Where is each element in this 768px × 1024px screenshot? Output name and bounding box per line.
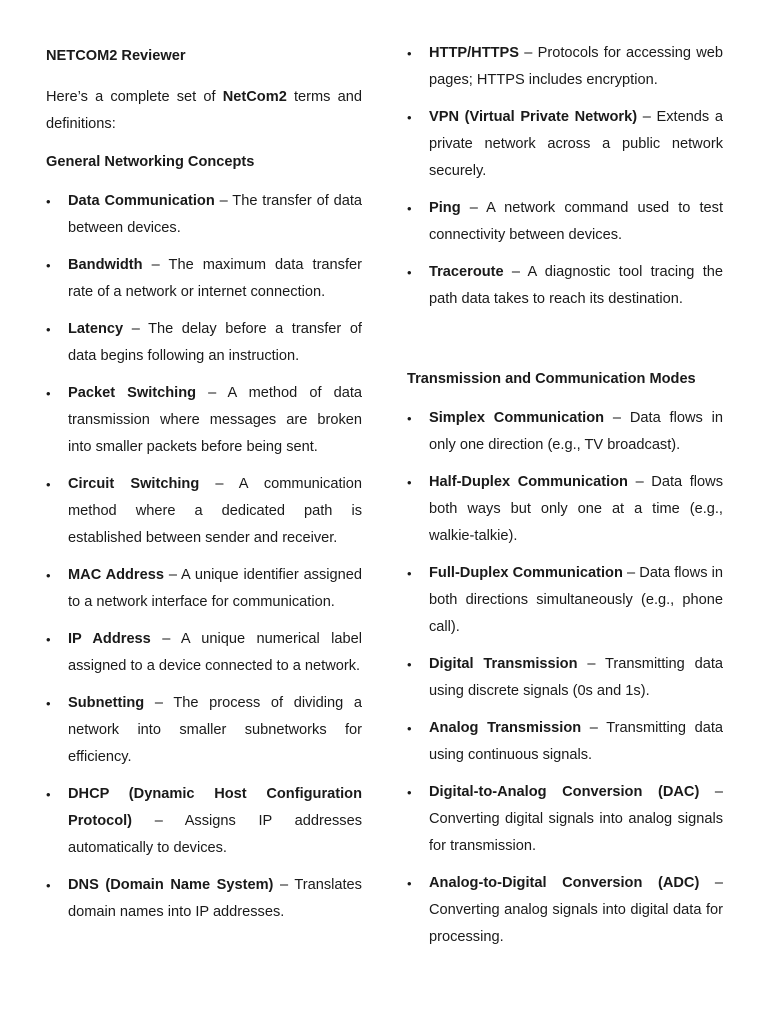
section-heading-general: General Networking Concepts xyxy=(46,154,255,170)
definition: – A communication method where a dedicated path is established between sender and receiver. xyxy=(68,476,362,546)
definition: – Data flows in both directions simultaneously (e.g., phone call). xyxy=(429,565,723,635)
list-item xyxy=(46,188,362,242)
bullet-icon: • xyxy=(407,876,412,891)
definition: – Transmitting data using continuous signals. xyxy=(429,720,723,763)
intro-bold: NetCom2 xyxy=(222,89,287,105)
list-item xyxy=(46,471,362,552)
bullet-icon: • xyxy=(407,657,412,672)
bullet-icon: • xyxy=(407,110,412,125)
definition: – The transfer of data between devices. xyxy=(68,193,363,236)
bullet-icon: • xyxy=(46,477,51,492)
list-item xyxy=(407,560,723,641)
list-item xyxy=(46,316,362,370)
term: Packet Switching xyxy=(68,385,197,401)
right-column xyxy=(407,40,723,961)
term: Data Communication xyxy=(68,193,215,209)
term: Ping xyxy=(429,200,461,216)
general-terms-list xyxy=(46,188,362,926)
term: HTTP/HTTPS xyxy=(429,45,519,61)
term: Full-Duplex Communication xyxy=(429,565,623,581)
definition: – Extends a private network across a public network securely. xyxy=(429,109,723,179)
term: Latency xyxy=(68,321,124,337)
section-heading-transmission: Transmission and Communication Modes xyxy=(407,371,696,387)
bullet-icon: • xyxy=(46,878,51,893)
definition: – The delay before a transfer of data begins following an instruction. xyxy=(68,321,362,364)
intro-text: Here’s a complete set of xyxy=(46,89,223,105)
definition: – A diagnostic tool tracing the path data takes to reach its destination. xyxy=(429,264,723,307)
bullet-icon: • xyxy=(46,632,51,647)
term: DNS (Domain Name System) xyxy=(68,877,274,893)
bullet-icon: • xyxy=(46,386,51,401)
term: Bandwidth xyxy=(68,257,143,273)
term: Digital Transmission xyxy=(429,656,578,672)
list-item xyxy=(407,870,723,951)
bullet-icon: • xyxy=(407,46,412,61)
term: Half-Duplex Communication xyxy=(429,474,628,490)
list-item xyxy=(46,690,362,771)
list-item xyxy=(46,872,362,926)
bullet-icon: • xyxy=(407,785,412,800)
list-item xyxy=(407,40,723,94)
term: Digital-to-Analog Conversion (DAC) xyxy=(429,784,700,800)
transmission-terms-list xyxy=(407,405,723,951)
list-item xyxy=(46,252,362,306)
definition: – Converting digital signals into analog signals for transmission. xyxy=(429,784,723,854)
list-item xyxy=(46,626,362,680)
bullet-icon: • xyxy=(407,475,412,490)
bullet-icon: • xyxy=(407,566,412,581)
definition: – Converting analog signals into digital data for processing. xyxy=(429,875,723,945)
definition: – A unique numerical label assigned to a device connected to a network. xyxy=(68,631,363,674)
term: Simplex Communication xyxy=(429,410,605,426)
intro-text-end: terms and definitions: xyxy=(46,89,362,132)
term: IP Address xyxy=(68,631,151,647)
term: Subnetting xyxy=(68,695,145,711)
definition: – A unique identifier assigned to a network interface for communication. xyxy=(68,567,362,610)
definition: – A network command used to test connectivity between devices. xyxy=(429,200,723,243)
term: Traceroute xyxy=(429,264,504,280)
list-item xyxy=(407,195,723,249)
list-item xyxy=(407,259,723,313)
definition: – Translates domain names into IP addresses. xyxy=(68,877,362,920)
list-item xyxy=(46,781,362,862)
bullet-icon: • xyxy=(46,194,51,209)
bullet-icon: • xyxy=(46,322,51,337)
left-column xyxy=(46,40,362,936)
term: Analog Transmission xyxy=(429,720,582,736)
bullet-icon: • xyxy=(407,201,412,216)
term: Circuit Switching xyxy=(68,476,200,492)
bullet-icon: • xyxy=(407,721,412,736)
definition: – The process of dividing a network into smaller subnetworks for efficiency. xyxy=(68,695,362,765)
list-item xyxy=(407,469,723,550)
list-item xyxy=(46,380,362,461)
list-item xyxy=(407,104,723,185)
definition: – A method of data transmission where messages are broken into smaller packets before being sent. xyxy=(68,385,362,455)
term: Analog-to-Digital Conversion (ADC) xyxy=(429,875,700,891)
list-item xyxy=(407,405,723,459)
definition: – The maximum data transfer rate of a network or internet connection. xyxy=(68,257,362,300)
definition: – Data flows both ways but only one at a time (e.g., walkie-talkie). xyxy=(429,474,724,544)
definition: – Assigns IP addresses automatically to devices. xyxy=(68,813,362,856)
term: VPN (Virtual Private Network) xyxy=(429,109,638,125)
bullet-icon: • xyxy=(407,265,412,280)
bullet-icon: • xyxy=(46,787,51,802)
definition: – Data flows in only one direction (e.g., TV broadcast). xyxy=(429,410,723,453)
list-item xyxy=(407,779,723,860)
list-item xyxy=(46,562,362,616)
intro-paragraph xyxy=(46,84,362,138)
general-terms-list-continued xyxy=(407,40,723,313)
bullet-icon: • xyxy=(46,568,51,583)
bullet-icon: • xyxy=(46,696,51,711)
term: MAC Address xyxy=(68,567,164,583)
bullet-icon: • xyxy=(407,411,412,426)
bullet-icon: • xyxy=(46,258,51,273)
definition: – Transmitting data using discrete signals (0s and 1s). xyxy=(429,656,724,699)
definition: – Protocols for accessing web pages; HTTPS includes encryption. xyxy=(429,45,723,88)
page-title: NETCOM2 Reviewer xyxy=(46,48,186,64)
term: DHCP (Dynamic Host Configuration Protocol) xyxy=(68,786,362,829)
list-item xyxy=(407,715,723,769)
list-item xyxy=(407,651,723,705)
